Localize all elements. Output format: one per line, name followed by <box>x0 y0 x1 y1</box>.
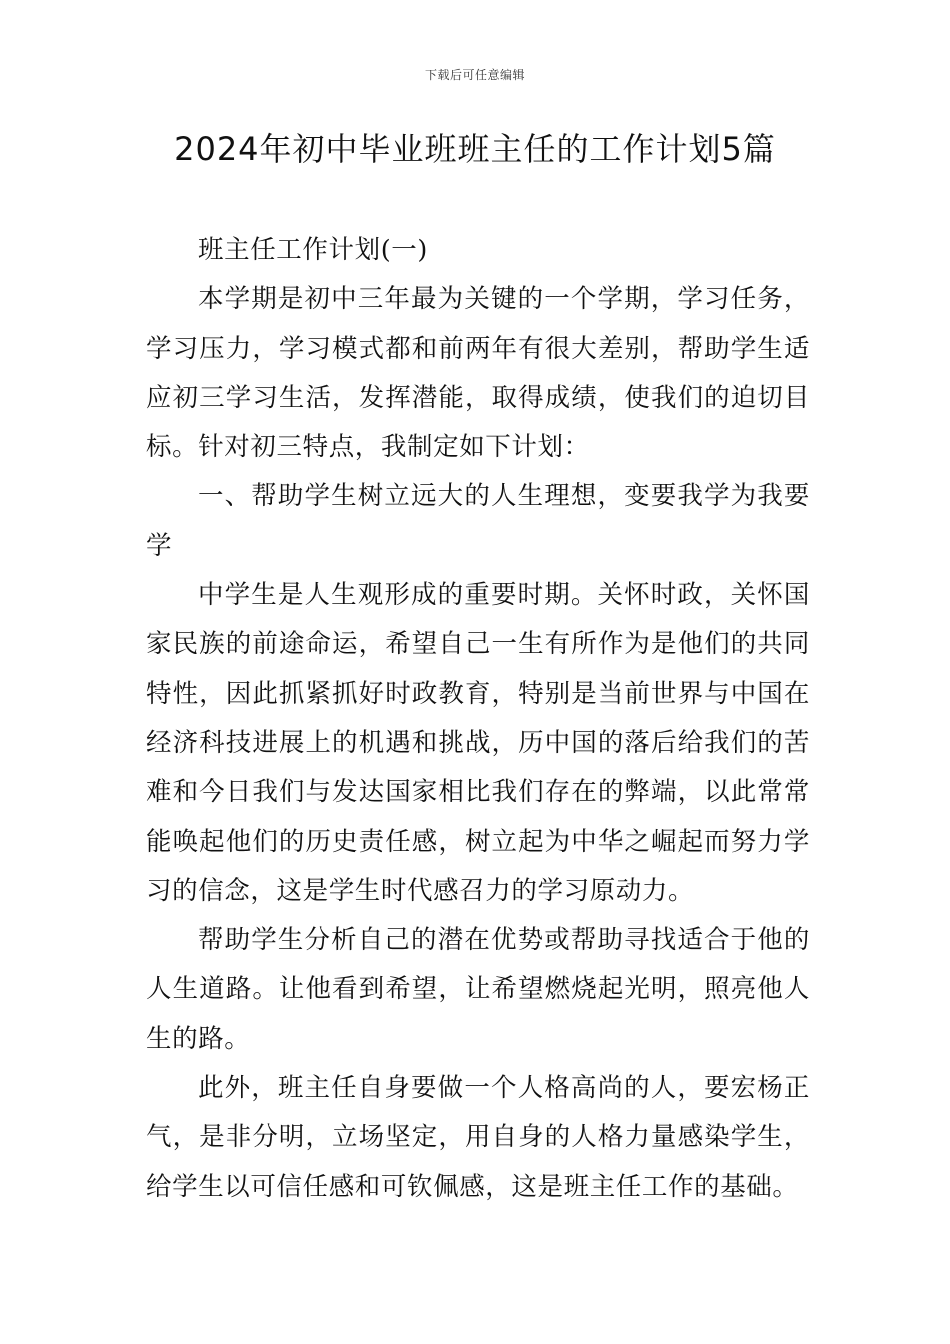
document-body <box>146 226 810 1212</box>
paragraph: 此外，班主任自身要做一个人格高尚的人，要宏杨正气，是非分明，立场坚定，用自身的人格力量感染学生，给学生以可信任感和可钦佩感，这是班主任工作的基础。 <box>146 1073 810 1202</box>
paragraph: 中学生是人生观形成的重要时期。关怀时政，关怀国家民族的前途命运，希望自己一生有所作为是他们的共同特性，因此抓紧抓好时政教育，特别是当前世界与中国在经济科技进展上的机遇和挑战，历中国的落后给我们的苦难和今日我们与发达国家相比我们存在的弊端，以此常常能唤起他们的历史责任感，树立起为中华之崛起而努力学习的信念，这是学生时代感召力的学习原动力。 <box>146 580 810 906</box>
section-heading: 班主任工作计划(一) <box>198 235 428 265</box>
document-title: 2024年初中毕业班班主任的工作计划5篇 <box>174 130 776 168</box>
header-note: 下载后可任意编辑 <box>424 68 525 82</box>
subsection-heading: 一、帮助学生树立远大的人生理想，变要我学为我要学 <box>146 481 810 561</box>
paragraph: 帮助学生分析自己的潜在优势或帮助寻找适合于他的人生道路。让他看到希望，让希望燃烧起光明，照亮他人生的路。 <box>146 925 810 1054</box>
paragraph: 本学期是初中三年最为关键的一个学期，学习任务，学习压力，学习模式都和前两年有很大差别，帮助学生适应初三学习生活，发挥潜能，取得成绩，使我们的迫切目标。针对初三特点，我制定如下计划： <box>146 284 810 463</box>
